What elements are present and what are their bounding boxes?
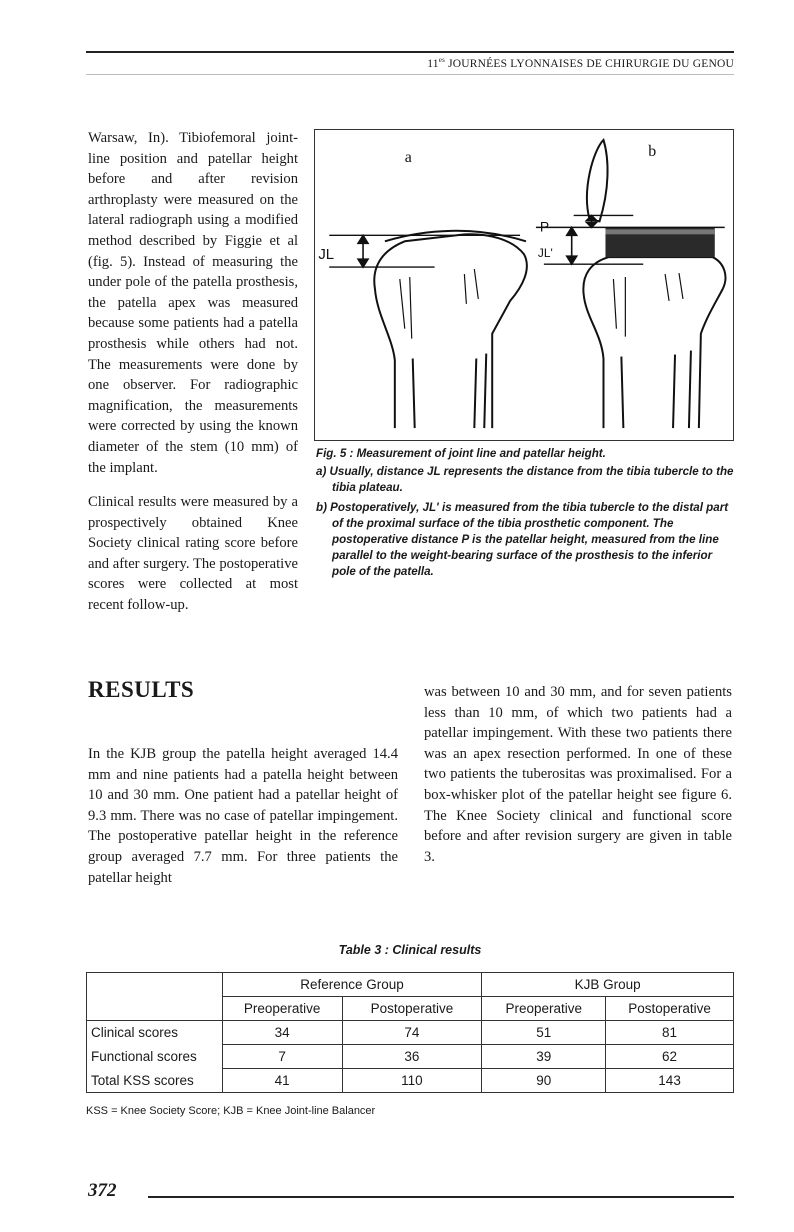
patella-b (587, 140, 608, 221)
table-corner-2 (87, 997, 223, 1021)
table-cell: 74 (342, 1021, 482, 1045)
label-p: P (539, 218, 550, 235)
clinical-results-table (86, 972, 734, 1093)
row-label: Total KSS scores (87, 1069, 223, 1093)
header-ordinal-suffix: es (438, 56, 445, 64)
table-cell: 7 (222, 1045, 342, 1069)
figure-caption (316, 446, 734, 584)
footer-rule (148, 1196, 734, 1198)
subheader: Postoperative (606, 997, 734, 1021)
table-cell: 62 (606, 1045, 734, 1069)
caption-item-a: a) Usually, distance JL represents the distance from the tibia tubercle to the tibia plateau. (316, 465, 734, 494)
table-cell: 34 (222, 1021, 342, 1045)
page-number: 372 (88, 1180, 117, 1201)
caption-title: Fig. 5 : Measurement of joint line and patellar height. (316, 447, 606, 460)
group-header-reference: Reference Group (222, 973, 482, 997)
tibia-outline-b (583, 257, 725, 428)
header-rule (86, 51, 734, 53)
figure-5 (314, 129, 734, 441)
table-cell: 51 (482, 1021, 606, 1045)
table-row (87, 1021, 734, 1045)
row-label: Functional scores (87, 1045, 223, 1069)
caption-item-b: b) Postoperatively, JL' is measured from the tibia tubercle to the distal part of the proximal surface of the tibia prosthetic component. The postoperative distance P is the patellar height, measured from the line parallel to the weight-bearing surface of the prosthesis to the inferior pole of the patella. (316, 501, 729, 578)
table-group-header-row (87, 973, 734, 997)
results-heading: RESULTS (88, 677, 195, 702)
table-row (87, 1045, 734, 1069)
running-header (300, 56, 734, 70)
label-jl-prime: JL' (537, 246, 553, 261)
left-column-text (88, 128, 298, 630)
header-title: JOURNÉES LYONNAISES DE CHIRURGIE DU GENOU (448, 57, 734, 70)
table-cell: 39 (482, 1045, 606, 1069)
row-label: Clinical scores (87, 1021, 223, 1045)
table-cell: 110 (342, 1069, 482, 1093)
methods-paragraph: Warsaw, In). Tibiofemoral joint-line position and patellar height before and after revision arthroplasty were measured on the lateral radiograph using a modified method described by Figgie et al (fig. 5). Instead of measuring the under pole of the patella prosthesis, the patella apex was measured because some patients had a patella prosthesis while others had not. The measurements were done by one observer. For radiographic magnification, the measurements were corrected by using the known diameter of the stem (10 mm) of the implant. (88, 130, 298, 476)
table-cell: 90 (482, 1069, 606, 1093)
table-cell: 41 (222, 1069, 342, 1093)
label-b: b (648, 142, 657, 160)
subheader: Postoperative (342, 997, 482, 1021)
knee-radiograph-diagram (315, 130, 733, 440)
table-subheader-row (87, 997, 734, 1021)
header-ordinal: 11 (427, 57, 439, 70)
table-cell: 143 (606, 1069, 734, 1093)
table-title: Table 3 : Clinical results (338, 943, 482, 957)
table-cell: 81 (606, 1021, 734, 1045)
subheader: Preoperative (222, 997, 342, 1021)
results-paragraph-left: In the KJB group the patella height averaged 14.4 mm and nine patients had a patella height between 10 and 30 mm. One patient had a patellar height of 9.3 mm. There was no case of patellar impingement. The postoperative patellar height in the reference group averaged 7.7 mm. For three patients the patellar height (88, 746, 398, 886)
label-jl: JL (318, 247, 335, 264)
table-cell: 36 (342, 1045, 482, 1069)
tibia-outline-a (374, 234, 527, 428)
table-corner (87, 973, 223, 997)
clinical-results-paragraph: Clinical results were measured by a prospectively obtained Knee Society clinical rating score before and after surgery. The postoperative scores were collected at most recent follow-up. (88, 494, 298, 614)
header-rule-thin (86, 74, 734, 75)
table-row (87, 1069, 734, 1093)
label-a: a (404, 148, 412, 166)
group-header-kjb: KJB Group (482, 973, 734, 997)
subheader: Preoperative (482, 997, 606, 1021)
table-footnote: KSS = Knee Society Score; KJB = Knee Joint-line Balancer (86, 1105, 376, 1117)
results-paragraph-right: was between 10 and 30 mm, and for seven patients less than 10 mm, of which two patients had a patellar impingement. With these two patients there was an apex resection performed. In one of these two patients the tuberositas was proximalised. For a box-whisker plot of the patellar height see figure 6. The Knee Society clinical and functional score before and after revision surgery are given in table 3. (424, 684, 732, 865)
